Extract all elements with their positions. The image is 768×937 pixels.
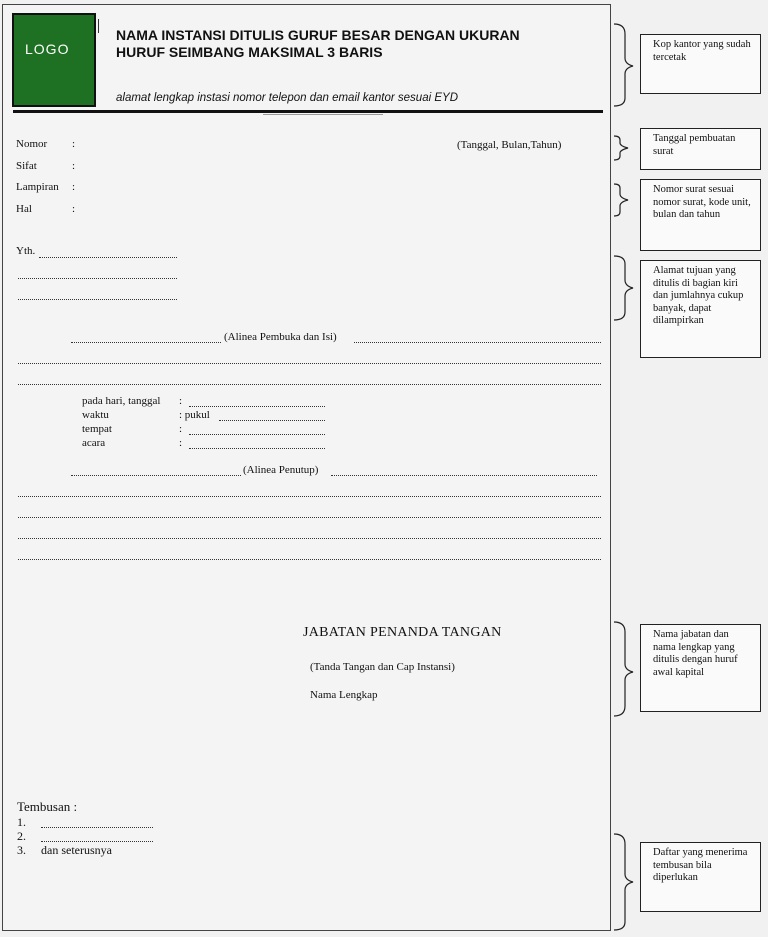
closing-line-1: [18, 496, 601, 497]
note-kop: Kop kantor yang sudah tercetak: [640, 34, 761, 94]
recipient-prefix: Yth.: [16, 245, 36, 257]
detail-dots-waktu: [219, 420, 325, 421]
bracket-tanggal: [614, 136, 628, 160]
tembusan-item-3: 3.: [17, 843, 26, 857]
note-alamat: Alamat tujuan yang ditulis di bagian kiri dan jumlahnya cukup banyak, dapat dilampirkan: [640, 260, 761, 358]
detail-label-hari: pada hari, tanggal: [82, 395, 161, 407]
tembusan-etc: dan seterusnya: [41, 843, 112, 857]
date-placeholder: (Tanggal, Bulan,Tahun): [457, 139, 562, 151]
closing-paragraph-label: (Alinea Penutup): [243, 464, 319, 476]
detail-value-tempat: :: [179, 423, 183, 435]
detail-label-tempat: tempat: [82, 423, 112, 435]
letterhead-rule-thin: [263, 114, 383, 115]
detail-label-acara: acara: [82, 437, 106, 449]
tembusan-dots-2: [41, 841, 153, 842]
closing-line-4: [18, 559, 601, 560]
closing-dots-right: [331, 475, 597, 476]
detail-dots-tempat: [189, 434, 325, 435]
recipient-line-1: [39, 257, 177, 258]
closing-dots-left: [71, 475, 241, 476]
institution-name-line-1: NAMA INSTANSI DITULIS GURUF BESAR DENGAN UKURAN: [116, 27, 520, 43]
field-label-lampiran: Lampiran: [16, 181, 59, 193]
opening-dots-right: [354, 342, 601, 343]
tembusan-title: Tembusan :: [17, 799, 78, 814]
detail-value-waktu: : pukul: [179, 409, 210, 421]
tembusan-item-1: 1.: [17, 815, 26, 829]
field-label-hal: Hal: [16, 203, 32, 215]
signature-position: JABATAN PENANDA TANGAN: [303, 625, 502, 640]
field-colon-sifat: :: [72, 160, 76, 172]
logo-label: LOGO: [25, 41, 70, 57]
bracket-kop: [614, 24, 633, 106]
bracket-nomor: [614, 184, 628, 216]
bracket-alamat: [614, 256, 633, 320]
bracket-tembusan: [614, 834, 633, 930]
body-line-2: [18, 384, 601, 385]
note-jabatan: Nama jabatan dan nama lengkap yang ditulis dengan huruf awal kapital: [640, 624, 761, 712]
closing-line-2: [18, 517, 601, 518]
letter-page: [2, 4, 611, 931]
recipient-line-3: [18, 299, 177, 300]
institution-name-line-2: HURUF SEIMBANG MAKSIMAL 3 BARIS: [116, 44, 383, 60]
letterhead-rule: [13, 110, 603, 113]
field-colon-hal: :: [72, 203, 76, 215]
signature-stamp: (Tanda Tangan dan Cap Instansi): [310, 661, 455, 673]
field-label-sifat: Sifat: [16, 160, 37, 172]
tembusan-dots-1: [41, 827, 153, 828]
institution-name: [116, 27, 596, 61]
bracket-jabatan: [614, 622, 633, 716]
opening-dots-left: [71, 342, 221, 343]
institution-address: alamat lengkap instasi nomor telepon dan email kantor sesuai EYD: [116, 92, 458, 104]
detail-dots-hari: [189, 406, 325, 407]
detail-dots-acara: [189, 448, 325, 449]
signature-name: Nama Lengkap: [310, 689, 378, 701]
body-line-1: [18, 363, 601, 364]
note-nomor: Nomor surat sesuai nomor surat, kode unit, bulan dan tahun: [640, 179, 761, 251]
field-colon-nomor: :: [72, 138, 76, 150]
logo-box: [12, 13, 96, 107]
tembusan-item-2: 2.: [17, 829, 26, 843]
cursor-mark: [98, 19, 99, 33]
field-colon-lampiran: :: [72, 181, 76, 193]
opening-paragraph-label: (Alinea Pembuka dan Isi): [224, 331, 337, 343]
closing-line-3: [18, 538, 601, 539]
note-tanggal: Tanggal pembuatan surat: [640, 128, 761, 170]
detail-value-hari: :: [179, 395, 183, 407]
detail-value-acara: :: [179, 437, 183, 449]
note-tembusan: Daftar yang menerima tembusan bila diperlukan: [640, 842, 761, 912]
recipient-line-2: [18, 278, 177, 279]
field-label-nomor: Nomor: [16, 138, 48, 150]
detail-label-waktu: waktu: [82, 409, 109, 421]
